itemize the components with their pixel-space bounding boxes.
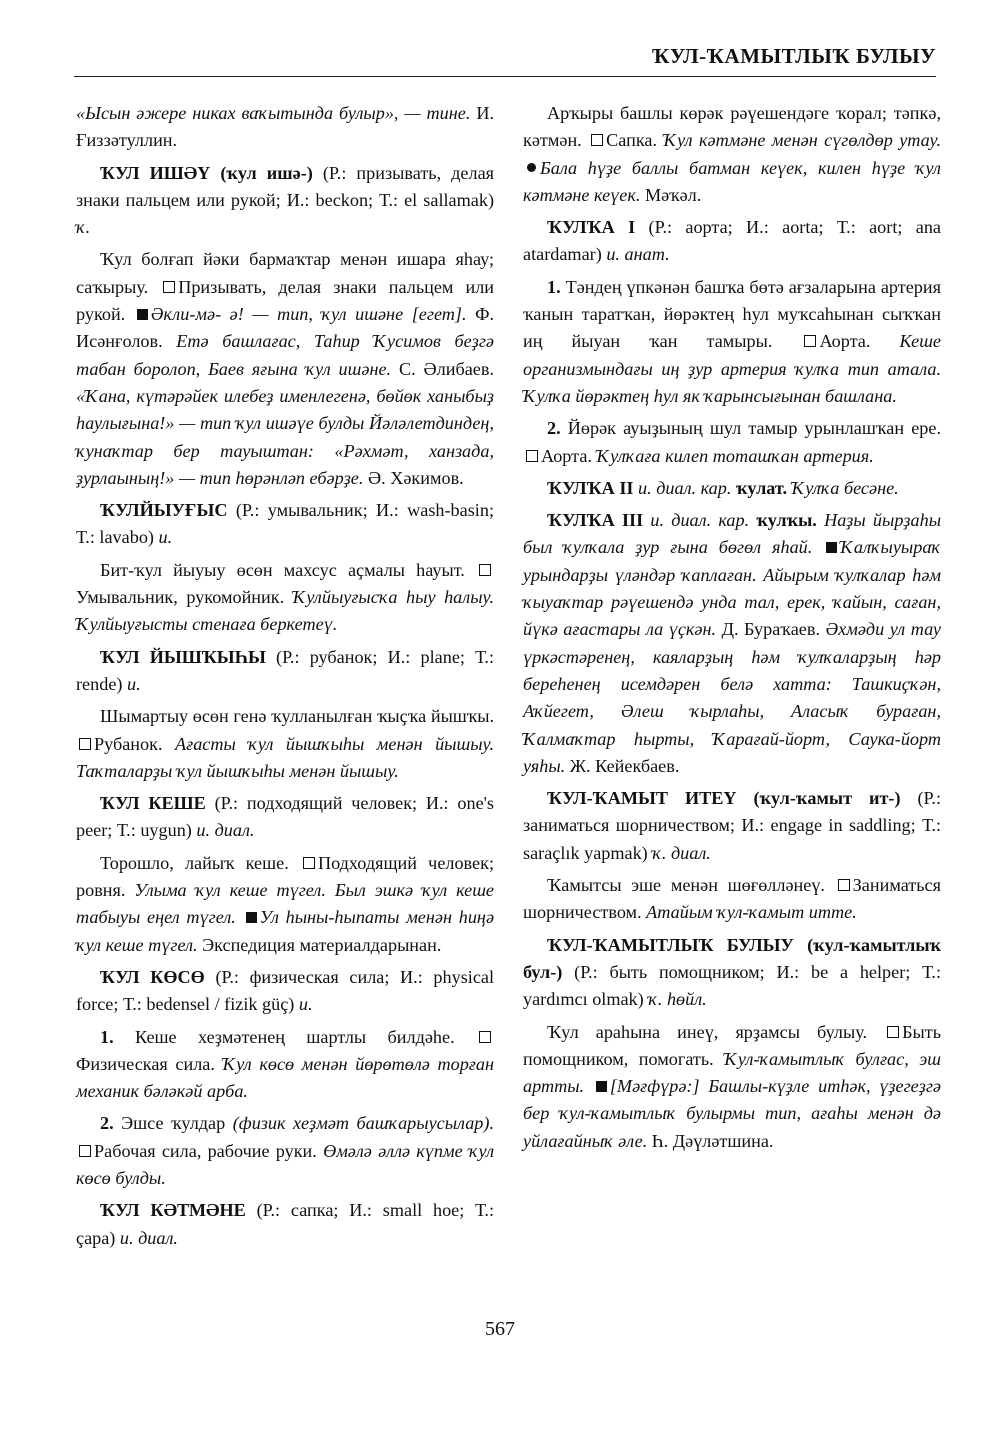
page-number: 567 [485, 1318, 515, 1340]
definition-text: Тәндең үпкәнән башҡа бөтә ағзаларына артерия ҡанын таратҡан, йөрәктең һул муҡсаһынан сыҡҡан иң йыуан ҡан тамыры. [523, 276, 942, 352]
dictionary-entry [76, 1197, 494, 1252]
example-source: Һ. Дәүләтшина. [651, 1130, 774, 1151]
translations: (Р.: рубанок; И.: plane; Т.: rende) [76, 646, 495, 694]
translations: (Р.: подходящий человек; И.: one's peer; Т.: uygun) [76, 793, 495, 841]
example-text: «Ысын әжере никах ваҡытында булыр», — тине. [76, 103, 471, 123]
example-text: Ҡул көсө менән йөрөтөлә торған механик бәләкәй арба. [76, 1053, 495, 1102]
example-text: Ҡулйыуғысҡа һыу һалыу. Ҡулйыуғысты стенаға беркетеү. [76, 587, 494, 635]
black-square-icon [137, 309, 148, 320]
definition-text: Бит-ҡул йыуыу өсөн махсус аҫмалы һауыт. [100, 559, 465, 580]
open-square-icon [838, 879, 850, 891]
part-of-speech: и. диал. [119, 1227, 178, 1248]
example-text: Ағасты ҡул йышҡыһы менән йышыу. Таҡталарҙы ҡул йышҡыһы менән йышыу. [76, 733, 495, 781]
dictionary-entry [523, 507, 941, 780]
cross-reference: ҡулат. [735, 477, 788, 498]
part-of-speech: и. диал. [196, 820, 255, 841]
example-text: Ҡул кәтмәне менән сүгөлдөр утау. [663, 130, 941, 151]
part-of-speech: и. [158, 527, 173, 548]
russian-gloss: Призывать, делая знаки пальцем или рукой. [76, 276, 494, 325]
headword: ҠУЛ ЙЫШҠЫҺЫ [100, 646, 266, 667]
translations: (Р.: физическая сила; И.: physical force; Т.: bedensel / fizik güç) [76, 966, 495, 1015]
entry-definition [76, 557, 494, 639]
entry-sense [523, 415, 941, 470]
definition-text: Кеше хеҙмәтенең шартлы билдәһе. [135, 1026, 455, 1047]
part-of-speech: и. диал. кар. [638, 477, 732, 498]
entry-definition [523, 1019, 941, 1155]
translations: (Р.: быть помощником; И.: be a helper; Т.: yardımcı olmak) [523, 961, 941, 1010]
russian-gloss: Умывальник, рукомойник. [76, 587, 285, 608]
part-of-speech: и. [127, 673, 141, 694]
example-source: И. Ғиззәтуллин. [76, 103, 494, 151]
entry-definition [76, 850, 494, 959]
russian-gloss: Рабочая сила, рабочие руки. [94, 1140, 317, 1161]
translations: (Р.: заниматься шорничеством; И.: engage in saddling; Т.: saraçlık yapmak) [523, 788, 941, 863]
open-square-icon [479, 564, 491, 576]
definition-text: Йөрәк ауыҙының шул тамыр урынлашҡан ере. [567, 418, 941, 439]
headword-form: (ҡул-ҡамыт ит-) [753, 788, 901, 809]
example-text: Ҡулҡа бесәне. [791, 477, 899, 498]
dictionary-entry [76, 964, 494, 1019]
russian-gloss: Быть помощником, помогать. [523, 1021, 942, 1069]
sense-number: 2. [547, 418, 561, 439]
running-header [74, 44, 936, 77]
part-of-speech: и. диал. кар. [650, 510, 750, 531]
dictionary-entry [523, 214, 941, 269]
headword: ҠУЛ ИШӘҮ [100, 162, 211, 183]
example-source: Ә. Хәкимов. [367, 467, 464, 488]
headword: ҠУЛҠА I [547, 217, 636, 238]
example-text: Әхмәди ул тау үркәстәренең, каяларҙың һәм ҡулҡаларҙың һәр береһенең исемдәрен белә хатта: Ташкиҫҡән, Аҡйегет, Әлеш ҡырлаһы, Аласыҡ бураған, Ҡалмаҡтар һырты, Ҡарағай-йорт, Саука-йорт уяһы. [523, 619, 942, 776]
entry-definition [76, 246, 494, 492]
part-of-speech: ҡ. һөйл. [648, 989, 707, 1010]
example-source: Ф. Исәнғолов. [76, 304, 495, 352]
russian-gloss: Физическая сила. [76, 1053, 215, 1074]
russian-gloss: Сапка. [606, 130, 658, 151]
russian-gloss: Аорта. [541, 445, 592, 466]
part-of-speech: ҡ. [76, 217, 91, 238]
example-source: Д. Бураҡаев. [721, 619, 820, 640]
entry-sense [523, 274, 941, 410]
headword: ҠУЛ КЕШЕ [100, 793, 206, 814]
open-square-icon [79, 1145, 91, 1157]
headword-form: (ҡул-ҡамытлыҡ бул-) [523, 934, 942, 982]
russian-gloss: Аорта. [819, 331, 871, 352]
example-text: Етә башлағас, Таһир Ҡусимов беҙгә табан боролоп, Баев яғына ҡул ишәне. [76, 331, 495, 379]
dictionary-entry [523, 785, 941, 867]
definition-note: (физик хеҙмәт башҡарыусылар). [232, 1113, 495, 1134]
example-source: Экспедиция материалдарынан. [202, 934, 442, 955]
bullet-dot-icon [527, 163, 536, 172]
open-square-icon [79, 738, 91, 750]
definition-text: Эшсе ҡулдар [121, 1113, 226, 1134]
example-text: Бала һүҙе баллы батман кеүек, килен һүҙе ҡул кәтмәне кеүек. [523, 157, 941, 205]
cross-reference: ҡулҡы. [756, 510, 817, 531]
sense-number: 2. [100, 1113, 114, 1134]
example-text: Наҙы йырҙаһы был ҡулҡала ҙур ғына бөгөл яһай. [523, 510, 942, 558]
part-of-speech: ҡ. диал. [652, 842, 711, 863]
entry-definition [523, 100, 941, 209]
dictionary-entry [76, 160, 494, 242]
dictionary-entry [523, 932, 941, 1014]
entry-continuation [76, 100, 494, 155]
russian-gloss: Заниматься шорничеством. [523, 875, 941, 923]
example-text: Ҡулҡаға килеп тоташҡан артерия. [596, 445, 874, 466]
left-column [76, 100, 494, 1257]
definition-text: Арҡыры башлы көрәк рәүешендәге ҡорал; тәпкә, кәтмән. [523, 103, 941, 151]
example-text: Улыма ҡул кеше түгел. Был эшкә ҡул кеше табыуы еңел түгел. [76, 880, 494, 928]
definition-text: Шымартыу өсөн генә ҡулланылған ҡыҫҡа йышҡы. [100, 706, 494, 727]
definition-text: Ҡамытсы эше менән шөғөлләнеү. [547, 875, 825, 896]
open-square-icon [526, 450, 538, 462]
example-source: С. Әлибаев. [398, 358, 494, 379]
open-square-icon [591, 134, 603, 146]
headword: ҠУЛҠА III [547, 510, 644, 531]
open-square-icon [163, 281, 175, 293]
example-text: Өмәлә әллә күпме ҡул көсө булды. [76, 1140, 494, 1188]
translations: (Р.: призывать, делая знаки пальцем или рукой; И.: beckon; Т.: el sallamak) [76, 162, 495, 210]
open-square-icon [804, 335, 816, 347]
running-head-title: ҠУЛ-ҠАМЫТЛЫҠ БУЛЫУ [651, 44, 936, 68]
headword: ҠУЛ-ҠАМЫТЛЫҠ БУЛЫУ [547, 934, 794, 955]
black-square-icon [826, 542, 837, 553]
part-of-speech: и. анат. [606, 244, 670, 265]
russian-gloss: Рубанок. [94, 733, 163, 754]
headword-form: (ҡул ишә-) [220, 162, 313, 183]
definition-text: Ҡул болғап йәки бармаҡтар менән ишара яһау; саҡырыу. [76, 249, 494, 297]
example-text: Ҡул-ҡамытлыҡ булғас, эш артты. [523, 1048, 942, 1097]
dictionary-entry [76, 790, 494, 845]
example-text: [Мәғфүрә:] Башлы-күҙле итһәк, үҙегеҙгә бер ҡул-ҡамытлыҡ булырмы тип, ағаһы менән дә уйлағайныҡ әле. [523, 1076, 941, 1151]
sense-number: 1. [547, 276, 561, 297]
definition-text: Торошло, лайыҡ кеше. [100, 852, 289, 873]
entry-sense [76, 1024, 494, 1106]
sense-number: 1. [100, 1026, 114, 1047]
entry-definition [76, 703, 494, 785]
right-column [523, 100, 941, 1160]
dictionary-entry [523, 475, 941, 502]
headword: ҠУЛ КӨСӨ [100, 966, 205, 987]
headword: ҠУЛ-ҠАМЫТ ИТЕҮ [547, 788, 737, 809]
translations: (Р.: аорта; И.: aorta; Т.: aort; ana atardamar) [523, 217, 942, 265]
open-square-icon [479, 1031, 491, 1043]
entry-definition [523, 872, 941, 927]
headword: ҠУЛҠА II [547, 477, 634, 498]
definition-text: Ҡул араһына инеү, ярҙамсы булыу. [547, 1021, 868, 1042]
black-square-icon [246, 912, 257, 923]
translations: (Р.: сапка; И.: small hoe; Т.: çapa) [76, 1200, 495, 1248]
russian-gloss: Подходящий человек; ровня. [76, 852, 494, 901]
example-text: Кеше организмындағы иң ҙур артерия ҡулҡа тип атала. Ҡулҡа йөрәктең һул як ҡарынсығынан башлана. [523, 331, 941, 406]
part-of-speech: и. [298, 994, 313, 1015]
example-text: «Ҡана, күтәрәйек илебеҙ именлегенә, бөйөк ханыбыҙ һаулығына!» — тип ҡул ишәүе булды Йәләлетдиндең, ҡунаҡтар бер тауыштан: «Рәхмәт, ханзада, ҙурлаының!» — тип һөрәнләп ебәрҙе. [76, 385, 494, 488]
example-source: Ж. Кейекбаев. [569, 755, 680, 776]
dictionary-entry [76, 497, 494, 552]
example-text: Атайым ҡул-ҡамыт итте. [646, 902, 857, 923]
example-source: Мәҡәл. [644, 184, 702, 205]
open-square-icon [887, 1026, 899, 1038]
headword: ҠУЛЙЫУҒЫС [100, 500, 228, 521]
open-square-icon [303, 857, 315, 869]
dictionary-entry [76, 644, 494, 699]
example-text: Әкли-мә- ә! — тип, ҡул ишәне [егет]. [150, 304, 467, 325]
headword: ҠУЛ КӘТМӘНЕ [100, 1200, 246, 1221]
entry-sense [76, 1110, 494, 1192]
black-square-icon [596, 1081, 607, 1092]
example-text: Ул һыны-һыпаты менән һиңә ҡул кеше түгел. [76, 907, 495, 955]
translations: (Р.: умывальник; И.: wash-basin; Т.: lavabo) [76, 500, 494, 548]
example-text: Ҡалҡыуыраҡ урындарҙы үләндәр ҡаплаған. Айырым ҡулҡалар һәм ҡыуаҡтар рәүешендә унда тал, ерек, ҡайын, саған, йүкә ағастары ла үҫкән. [523, 537, 941, 640]
